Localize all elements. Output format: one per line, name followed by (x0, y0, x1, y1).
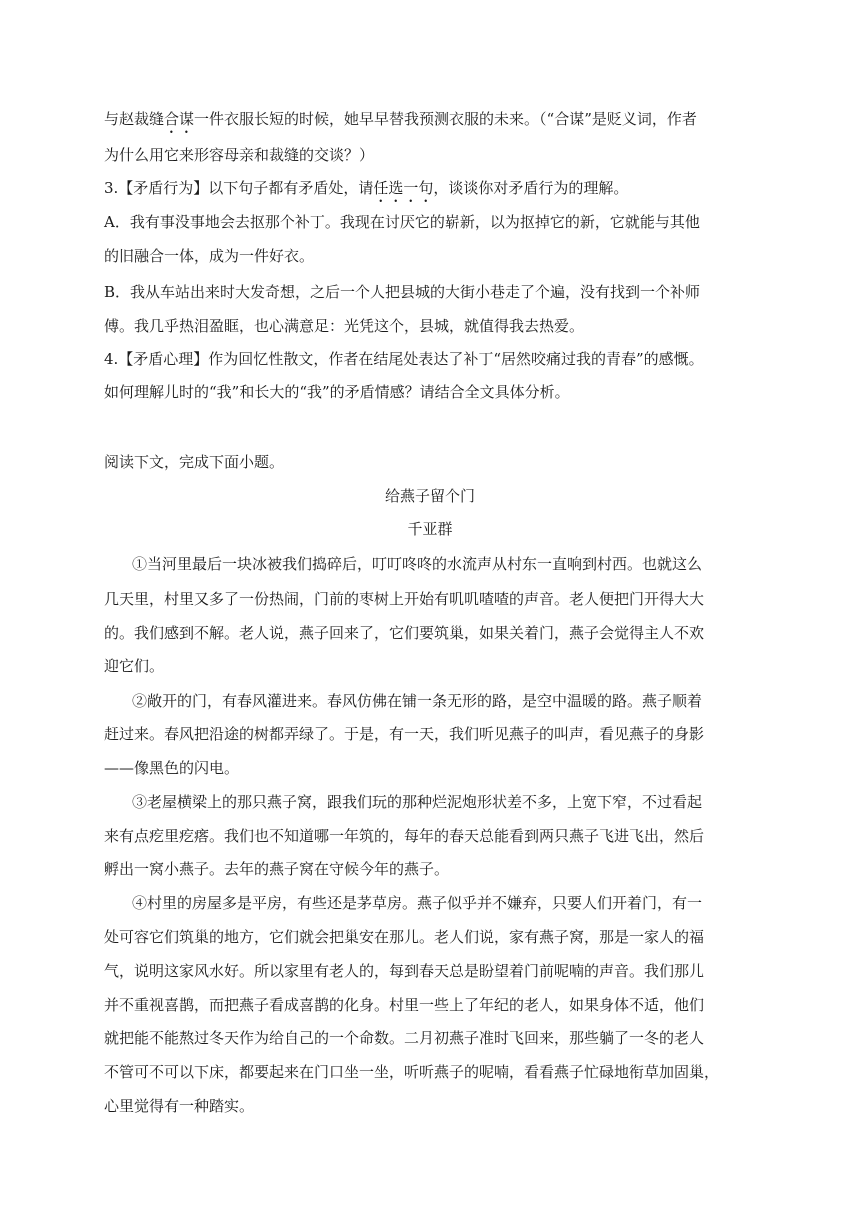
paragraph-4-line: 心里觉得有一种踏实。 (104, 1097, 255, 1115)
question-2-line-1 (104, 109, 756, 137)
option-b-line-2: 傅。我几乎热泪盈眶，也心满意足：光凭这个，县城，就值得我去热爱。 (104, 317, 585, 335)
paragraph-4-line: 不管可不可以下床，都要起来在门口坐一坐，听听燕子的呢喃，看看燕子忙碌地衔草加固巢， (104, 1063, 720, 1081)
text-segment: 3.【矛盾行为】以下句子都有矛盾处，请 (104, 179, 374, 197)
paragraph-4-line: 并不重视喜鹊，而把燕子看成喜鹊的化身。村里一些上了年纪的老人，如果身体不适，他们 (104, 996, 705, 1014)
paragraph-2-line: 赶过来。春风把沿途的树都弄绿了。于是，有一天，我们听见燕子的叫声，看见燕子的身影 (104, 725, 705, 743)
paragraph-1-line: 的。我们感到不解。老人说，燕子回来了，它们要筑巢，如果关着门，燕子会觉得主人不欢 (104, 624, 705, 642)
question-3-stem (104, 178, 756, 206)
article-title: 给燕子留个门 (384, 487, 475, 505)
question-4-line-2: 如何理解儿时的“我”和长大的“我”的矛盾情感？请结合全文具体分析。 (104, 383, 570, 401)
reading-prompt: 阅读下文，完成下面小题。 (104, 453, 285, 471)
paragraph-3-line: ③老屋横梁上的那只燕子窝，跟我们玩的那种烂泥炮形状差不多，上宽下窄，不过看起 (132, 793, 703, 811)
paragraph-4-line: 处可容它们筑巢的地方，它们就会把巢安在那儿。老人们说，家有燕子窝，那是一家人的福 (104, 928, 705, 946)
paragraph-4-line: 气，说明这家风水好。所以家里有老人的，每到春天总是盼望着门前呢喃的声音。我们那儿 (104, 962, 705, 980)
article-author: 千亚群 (407, 520, 453, 538)
paragraph-3-line: 来有点疙里疙瘩。我们也不知道哪一年筑的，每年的春天总能看到两只燕子飞进飞出，然后 (104, 827, 705, 845)
emphasized-term: 合谋 (164, 110, 195, 128)
option-b-line-1: B．我从车站出来时大发奇想，之后一个人把县城的大街小巷走了个遍，没有找到一个补师 (104, 283, 701, 301)
text-segment: 一件衣服长短的时候，她早早替我预测衣服的未来。（“合谋”是贬义词，作者 (194, 110, 697, 128)
option-a-line-1: A．我有事没事地会去抠那个补丁。我现在讨厌它的崭新，以为抠掉它的新，它就能与其他 (104, 213, 700, 231)
paragraph-4-line: 就把能不能熬过冬天作为给自己的一个命数。二月初燕子准时飞回来，那些躺了一冬的老人 (104, 1029, 705, 1047)
text-segment: 与赵裁缝 (104, 110, 165, 128)
paragraph-1-line: 迎它们。 (104, 657, 165, 675)
text-segment: ，谈谈你对矛盾行为的理解。 (433, 179, 629, 197)
question-4-line-1: 4.【矛盾心理】作为回忆性散文，作者在结尾处表达了补丁“居然咬痛过我的青春”的感慨。 (104, 350, 704, 368)
paragraph-2-line: ②敞开的门，有春风灌进来。春风仿佛在铺一条无形的路，是空中温暖的路。燕子顺着 (132, 692, 703, 710)
paragraph-3-line: 孵出一窝小燕子。去年的燕子窝在守候今年的燕子。 (104, 860, 450, 878)
paragraph-2-line: ——像黑色的闪电。 (104, 759, 240, 777)
emphasized-term: 任选一句 (373, 179, 434, 197)
option-a-line-2: 的旧融合一体，成为一件好衣。 (104, 247, 315, 265)
question-2-line-2: 为什么用它来形容母亲和裁缝的交谈？） (104, 146, 375, 164)
paragraph-1-line: ①当河里最后一块冰被我们捣碎后，叮叮咚咚的水流声从村东一直响到村西。也就这么 (132, 555, 703, 573)
paragraph-4-line: ④村里的房屋多是平房，有些还是茅草房。燕子似乎并不嫌弃，只要人们开着门，有一 (132, 894, 703, 912)
paragraph-1-line: 几天里，村里又多了一份热闹，门前的枣树上开始有叽叽喳喳的声音。老人便把门开得大大 (104, 590, 705, 608)
